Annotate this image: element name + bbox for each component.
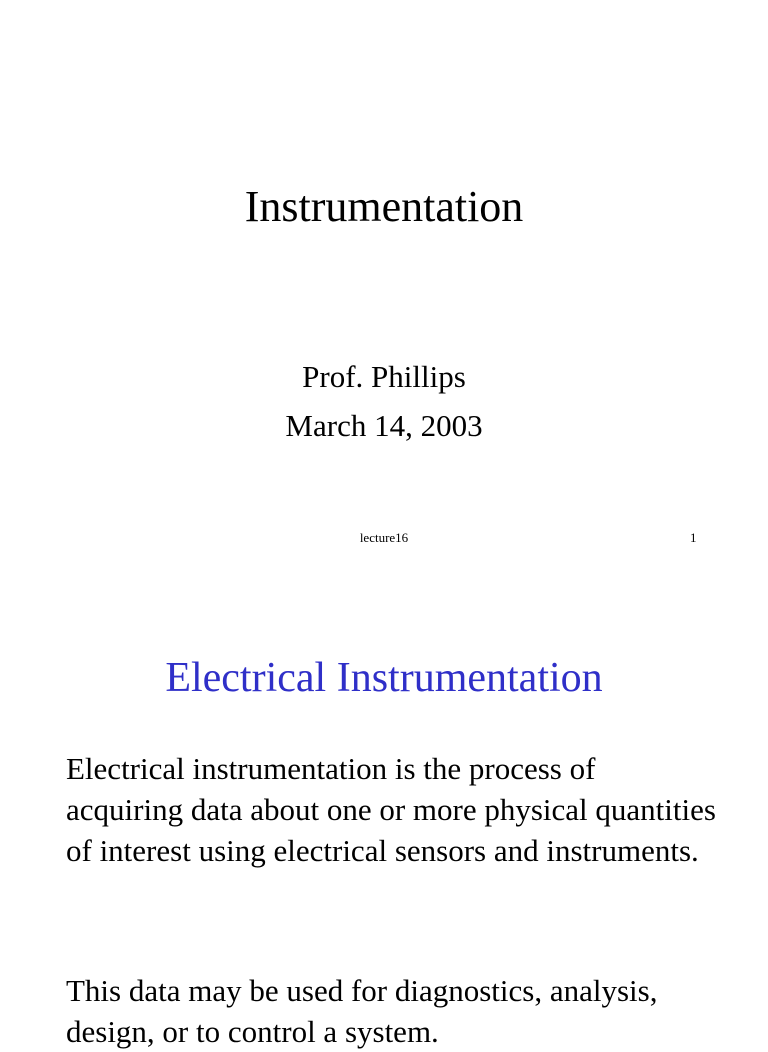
content-slide	[0, 576, 768, 1049]
body-paragraph: Electrical instrumentation is the process of acquiring data about one or more physical quantities of interest using electrical sensors and instruments.	[66, 751, 716, 868]
slide-page-number: 1	[690, 530, 697, 545]
slide-title: Instrumentation	[244, 182, 524, 231]
slide-heading: Electrical Instrumentation	[165, 655, 603, 701]
slide-footer-label: lecture16	[359, 530, 409, 545]
body-paragraph: This data may be used for diagnostics, analysis, design, or to control a system.	[66, 973, 658, 1049]
author-name: Prof. Phillips	[302, 359, 466, 394]
lecture-date: March 14, 2003	[285, 408, 483, 443]
